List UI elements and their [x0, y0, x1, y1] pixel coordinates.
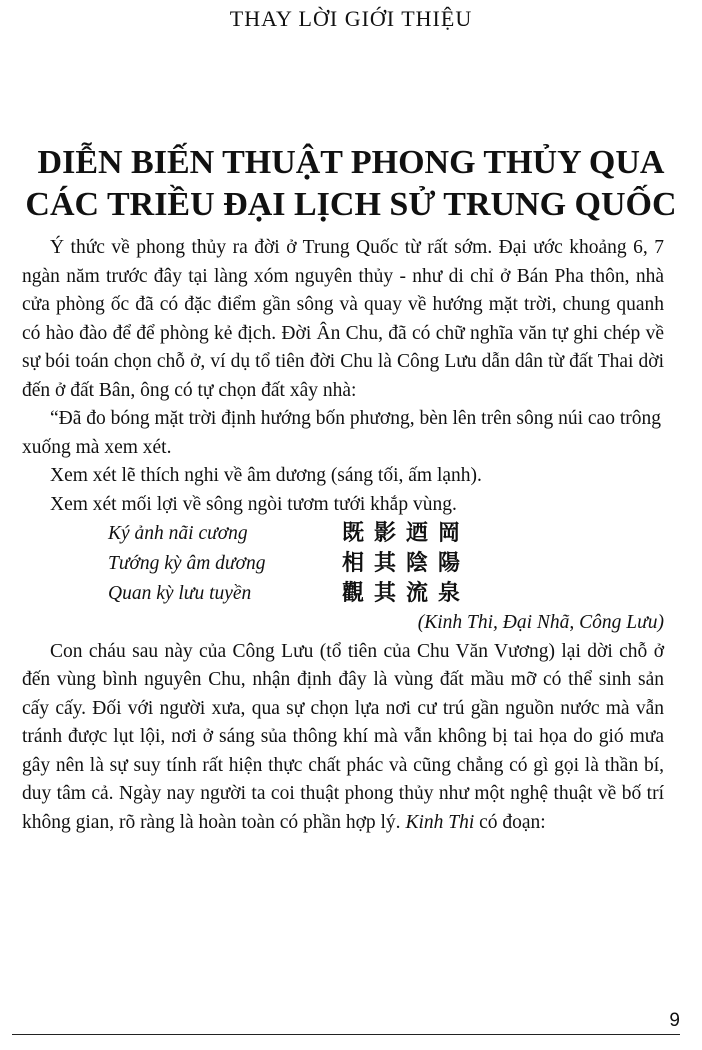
verse-line-2: Xem xét lẽ thích nghi về âm dương (sáng tối, ấm lạnh).	[50, 465, 482, 486]
poem-block	[22, 519, 664, 609]
chapter-title-line-2: CÁC TRIỀU ĐẠI LỊCH SỬ TRUNG QUỐC	[25, 186, 677, 223]
verse-line-1: “Đã đo bóng mặt trời định hướng bốn phương, bèn lên trên sông núi cao trông xuống mà xem xét.	[22, 408, 661, 458]
poem-transliteration: Quan kỳ lưu tuyền	[108, 582, 252, 604]
poem-chinese: 相其陰陽	[342, 550, 471, 576]
running-head: THAY LỜI GIỚI THIỆU	[229, 6, 473, 31]
body-text	[22, 234, 664, 837]
poem-chinese: 觀其流泉	[342, 580, 471, 606]
paragraph-2-end: có đoạn:	[479, 811, 546, 833]
page-number: 9	[669, 1010, 680, 1031]
poem-chinese: 既影迺岡	[342, 520, 471, 546]
chapter-title-line-1: DIỄN BIẾN THUẬT PHONG THỦY QUA	[37, 144, 665, 181]
poem-transliteration: Tướng kỳ âm dương	[108, 552, 266, 574]
poem-row	[108, 549, 664, 579]
footer-rule	[12, 1034, 680, 1035]
book-title-kinh-thi: Kinh Thi	[405, 811, 475, 833]
poem-citation: (Kinh Thi, Đại Nhã, Công Lưu)	[417, 612, 664, 633]
chapter-title	[20, 142, 682, 226]
poem-transliteration: Ký ảnh nãi cương	[108, 522, 248, 544]
verse-line-3: Xem xét mối lợi về sông ngòi tươm tưới khắp vùng.	[50, 493, 457, 515]
paragraph-2	[22, 638, 664, 838]
paragraph-2-main: Con cháu sau này của Công Lưu (tổ tiên của Chu Văn Vương) lại dời chỗ ở đến vùng bình nguyên Chu, nhận định đây là vùng đất mầu mỡ có thể sinh sản cấy cấy. Đối với người xưa, qua sự chọn lựa nơi cư trú gần nguồn nước mà vẫn tránh được lụt lội, nơi ở sáng sủa thông khí mà vẫn không bị tai họa do gió mưa gây nên là sự suy tính rất hiện thực chất phác và cũng chẳng có gì gọi là thần bí, duy tâm cả. Ngày nay người ta coi thuật phong thủy như một nghệ thuật về bố trí không gian, rõ ràng là hoàn toàn có phần hợp lý.	[22, 640, 664, 833]
paragraph-1: Ý thức về phong thủy ra đời ở Trung Quốc từ rất sớm. Đại ước khoảng 6, 7 ngàn năm trước đây tại làng xóm nguyên thủy - như di chỉ ở Bán Pha thôn, nhà cửa phòng ốc đã có đặc điểm gần sông và quay về hướng mặt trời, chung quanh có hào đào để để phòng kẻ địch. Đời Ân Chu, đã có chữ nghĩa văn tự ghi chép về sự bói toán chọn chỗ ở, ví dụ tổ tiên đời Chu là Công Lưu dẫn dân từ đất Thai dời đến ở đất Bân, ông có tự chọn đất xây nhà:	[22, 237, 664, 401]
poem-row	[108, 519, 664, 549]
poem-row	[108, 579, 664, 609]
